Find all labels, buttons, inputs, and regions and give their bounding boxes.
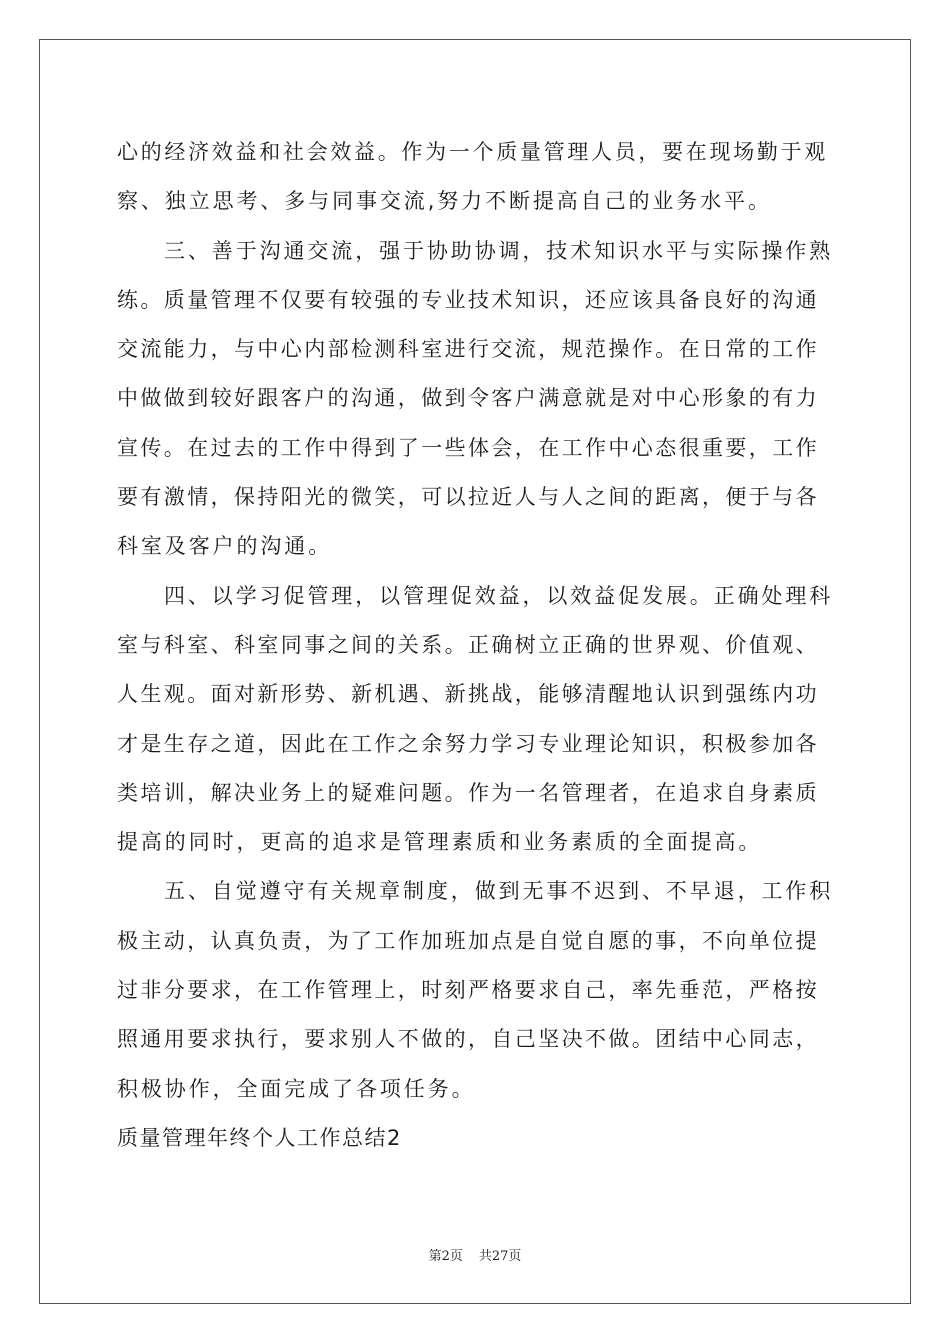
text-line: 科室及客户的沟通。 (117, 534, 333, 559)
paragraph (117, 572, 833, 868)
text-line: 极主动，认真负责，为了工作加班加点是自觉自愿的事，不向单位提 (117, 928, 819, 953)
text-line: 心的经济效益和社会效益。作为一个质量管理人员，要在现场勤于观 (117, 140, 828, 164)
text-line: 积极协作，全面完成了各项任务。 (117, 1076, 476, 1101)
text-line: 中做做到较好跟客户的沟通，做到令客户满意就是对中心形象的有力 (117, 386, 819, 411)
section-heading: 质量管理年终个人工作总结2 (117, 1125, 402, 1150)
text-line: 提高的同时，更高的追求是管理素质和业务素质的全面提高。 (117, 830, 763, 855)
page-number: 第2页 (428, 1249, 463, 1264)
page-footer (0, 1245, 950, 1264)
text-line: 要有激情，保持阳光的微笑，可以拉近人与人之间的距离，便于与各 (117, 485, 819, 510)
text-line: 人生观。面对新形势、新机遇、新挑战，能够清醒地认识到强练内功 (117, 682, 819, 707)
text-line: 交流能力，与中心内部检测科室进行交流，规范操作。在日常的工作 (117, 337, 819, 362)
paragraph (117, 867, 833, 1113)
text-line: 类培训，解决业务上的疑难问题。作为一名管理者，在追求自身素质 (117, 780, 819, 805)
text-line: 过非分要求，在工作管理上，时刻严格要求自己，率先垂范，严格按 (117, 978, 819, 1003)
text-line: 五、自觉遵守有关规章制度，做到无事不迟到、不早退，工作积 (164, 879, 834, 904)
text-line: 察、独立思考、多与同事交流,努力不断提高自己的业务水平。 (117, 189, 772, 214)
text-line: 照通用要求执行，要求别人不做的，自己坚决不做。团结中心同志， (117, 1027, 819, 1052)
text-line: 室与科室、科室同事之间的关系。正确树立正确的世界观、价值观、 (117, 632, 819, 657)
text-line: 练。质量管理不仅要有较强的专业技术知识，还应该具备良好的沟通 (117, 287, 819, 312)
document-body (117, 128, 833, 1163)
text-line: 四、以学习促管理，以管理促效益，以效益促发展。正确处理科 (164, 583, 834, 608)
paragraph (117, 128, 833, 227)
page-total: 共27页 (478, 1249, 522, 1264)
paragraph (117, 227, 833, 572)
text-line: 宣传。在过去的工作中得到了一些体会，在工作中心态很重要，工作 (117, 435, 819, 460)
text-line: 才是生存之道，因此在工作之余努力学习专业理论知识，积极参加各 (117, 731, 819, 756)
text-line: 三、善于沟通交流，强于协助协调，技术知识水平与实际操作熟 (164, 238, 834, 263)
